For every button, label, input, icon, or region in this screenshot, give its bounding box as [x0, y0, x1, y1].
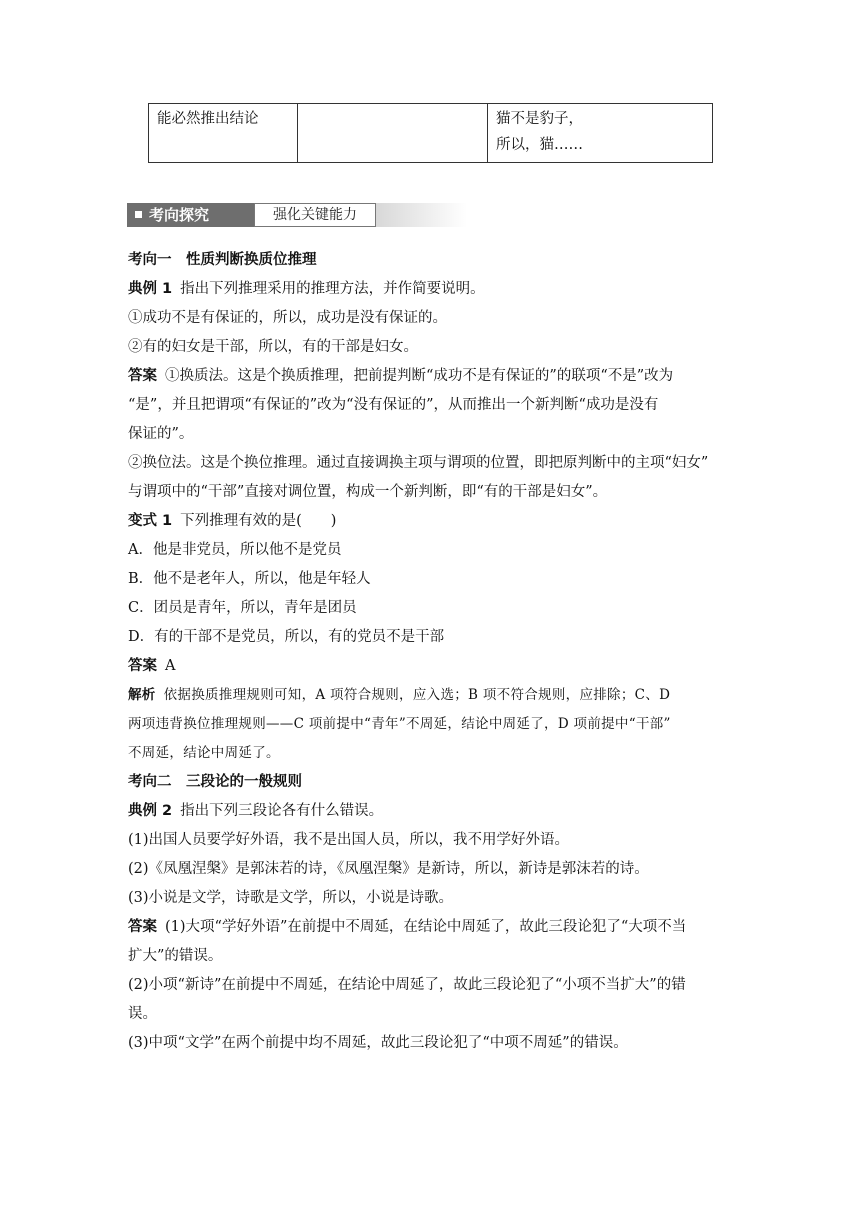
answer-label: 答案: [128, 658, 157, 674]
table-cell-line: 所以，猫……: [496, 137, 583, 153]
option-a: A．他是非党员，所以他不是党员: [128, 542, 342, 558]
answer-text: A: [165, 658, 176, 674]
option-b: B．他不是老年人，所以，他是年轻人: [128, 571, 371, 587]
example-prompt: [128, 275, 738, 304]
example-label: 典例 1: [128, 281, 173, 297]
variant-text: 下列推理有效的是( ): [180, 513, 337, 529]
variant-prompt: [128, 507, 738, 536]
section-banner: [127, 200, 467, 230]
example-label: 典例 2: [128, 803, 173, 819]
banner-title-text: 考向探究: [149, 206, 210, 224]
answer-line: (3)中项“文学”在两个前提中均不周延，故此三段论犯了“中项不周延”的错误。: [128, 1035, 628, 1051]
comparison-table-fragment: [148, 103, 713, 163]
answer-label: 答案: [128, 919, 157, 935]
table-cell: [149, 104, 298, 163]
analysis-line: 两项违背换位推理规则——C 项前提中“青年”不周延，结论中周延了，D 项前提中“干部”: [128, 716, 671, 732]
answer-line: (2)小项“新诗”在前提中不周延，在结论中周延了，故此三段论犯了“小项不当扩大”的错: [128, 977, 686, 993]
table-cell-line: 猫不是豹子，: [496, 111, 583, 127]
variant-label: 变式 1: [128, 513, 173, 529]
answer-line: 与谓项中的“干部”直接对调位置，构成一个新判断，即“有的干部是妇女”。: [128, 484, 608, 500]
option-c: C．团员是青年，所以，青年是团员: [128, 600, 357, 616]
analysis-line: [128, 681, 738, 710]
section-heading: 考向一 性质判断换质位推理: [128, 252, 317, 268]
example-text: 指出下列推理采用的推理方法，并作简要说明。: [180, 281, 485, 297]
banner-title: [127, 203, 254, 227]
example-item: ①成功不是有保证的，所以，成功是没有保证的。: [128, 310, 447, 326]
analysis-label: 解析: [128, 687, 156, 703]
banner-decoration: [376, 203, 467, 227]
example-prompt: [128, 797, 738, 826]
banner-subtitle: 强化关键能力: [254, 203, 376, 227]
example-item: (1)出国人员要学好外语，我不是出国人员，所以，我不用学好外语。: [128, 832, 570, 848]
example-item: (2)《凤凰涅槃》是郭沫若的诗，《凤凰涅槃》是新诗，所以，新诗是郭沫若的诗。: [128, 861, 649, 877]
example-text: 指出下列三段论各有什么错误。: [180, 803, 384, 819]
table-cell-empty: [298, 104, 488, 163]
table-cell-text: 能必然推出结论: [157, 111, 259, 127]
answer-line: 扩大”的错误。: [128, 948, 223, 964]
answer-line: 保证的”。: [128, 426, 194, 442]
document-body: [128, 246, 738, 1058]
answer-line: [128, 913, 738, 942]
table-cell: [488, 104, 713, 163]
answer-line: “是”，并且把谓项“有保证的”改为“没有保证的”，从而推出一个新判断“成功是没有: [128, 397, 659, 413]
table-row: [149, 104, 713, 163]
example-item: (3)小说是文学，诗歌是文学，所以，小说是诗歌。: [128, 890, 454, 906]
variant-answer: [128, 652, 738, 681]
answer-line: 误。: [128, 1006, 157, 1022]
answer-text: ①换质法。这是个换质推理，把前提判断“成功不是有保证的”的联项“不是”改为: [165, 368, 674, 384]
answer-line: ②换位法。这是个换位推理。通过直接调换主项与谓项的位置，即把原判断中的主项“妇女”: [128, 455, 709, 471]
answer-line: [128, 362, 738, 391]
answer-text: (1)大项“学好外语”在前提中不周延，在结论中周延了，故此三段论犯了“大项不当: [165, 919, 687, 935]
answer-label: 答案: [128, 368, 157, 384]
analysis-line: 不周延，结论中周延了。: [128, 745, 280, 761]
square-bullet-icon: [135, 211, 142, 218]
option-d: D．有的干部不是党员，所以，有的党员不是干部: [128, 629, 445, 645]
analysis-text: 依据换质推理规则可知，A 项符合规则，应入选；B 项不符合规则，应排除；C、D: [163, 687, 671, 703]
example-item: ②有的妇女是干部，所以，有的干部是妇女。: [128, 339, 418, 355]
section-heading: 考向二 三段论的一般规则: [128, 774, 302, 790]
